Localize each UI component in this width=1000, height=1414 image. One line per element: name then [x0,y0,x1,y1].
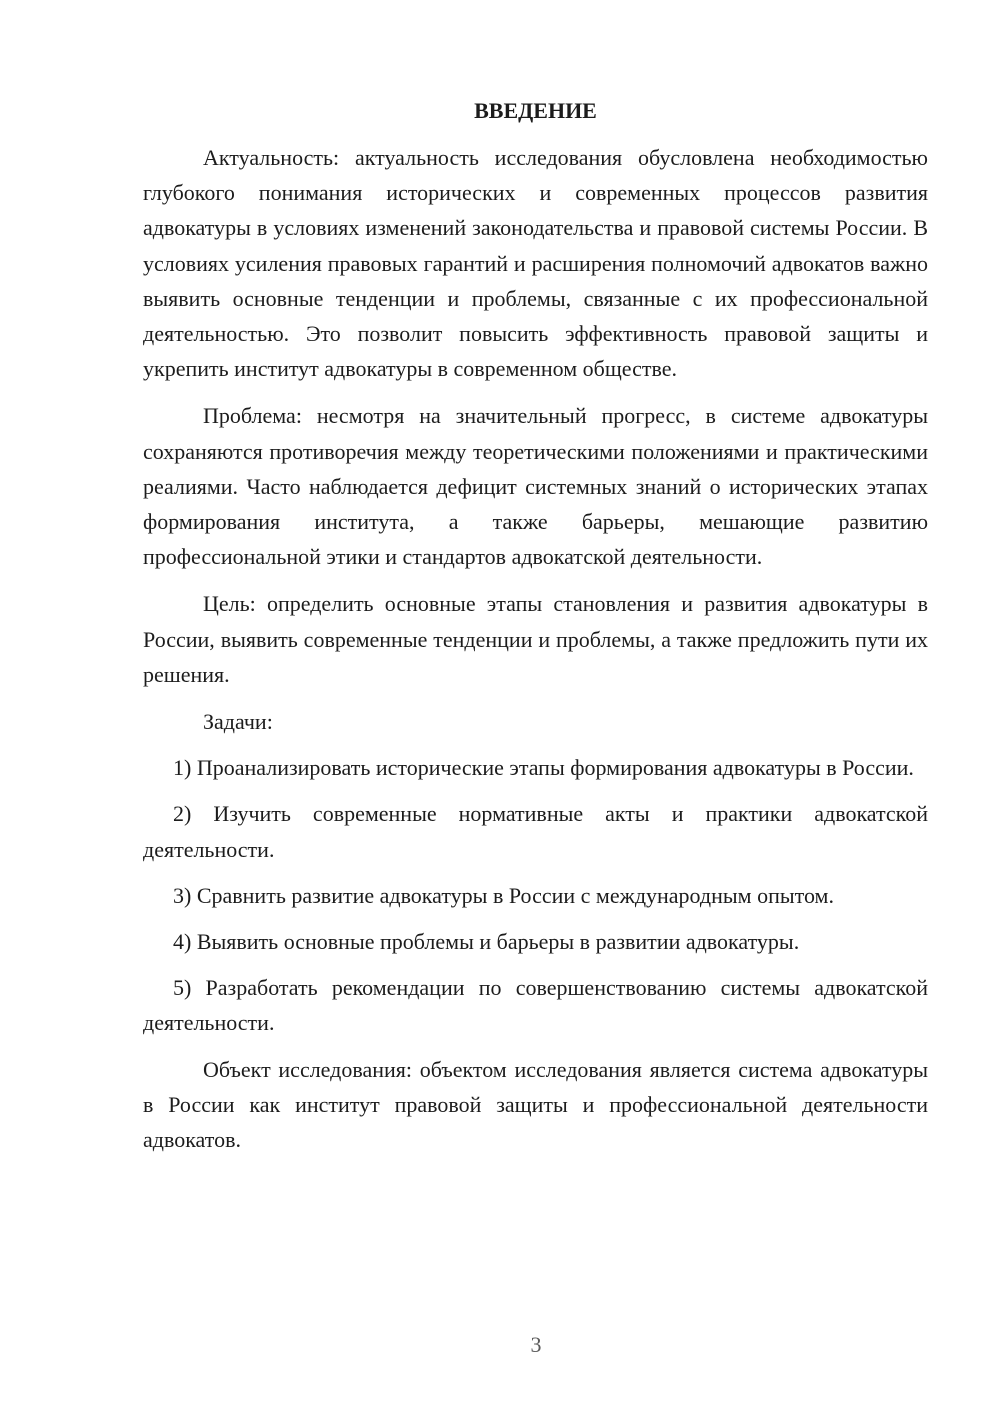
paragraph-goal: Цель: определить основные этапы становления и развития адвокатуры в России, выявить современные тенденции и проблемы, а также предложить пути их решения. [143,591,928,687]
section-title: ВВЕДЕНИЕ [474,98,597,123]
paragraph-object: Объект исследования: объектом исследования является система адвокатуры в России как институт правовой защиты и профессиональной деятельности адвокатов. [143,1056,928,1153]
paragraph-relevance: Актуальность: актуальность исследования обусловлена необходимостью глубокого понимания исторических и современных процессов развития адвокатуры в условиях изменений законодательства и правовой системы России. В условиях усиления правовых гарантий и расширения полномочий адвокатов важно выявить основные тенденции и проблемы, связанные с их профессиональной деятельностью. Это позволит повысить эффективность правовой защиты и укрепить институт адвокатуры в современном обществе. [143,145,928,382]
task-item: 2) Изучить современные нормативные акты и практики адвокатской деятельности. [143,801,928,862]
tasks-heading: Задачи: [203,709,273,735]
task-item: 1) Проанализировать исторические этапы формирования адвокатуры в России. [173,755,914,781]
task-item: 3) Сравнить развитие адвокатуры в России с международным опытом. [173,882,834,908]
document-page [143,96,928,1169]
page-number: 3 [530,1332,542,1357]
task-item: 5) Разработать рекомендации по совершенствованию системы адвокатской деятельности. [143,975,928,1036]
task-item: 4) Выявить основные проблемы и барьеры в развитии адвокатуры. [173,929,800,955]
paragraph-problem: Проблема: несмотря на значительный прогресс, в системе адвокатуры сохраняются противоречия между теоретическими положениями и практическими реалиями. Часто наблюдается дефицит системных знаний о исторических этапах формирования института, а также барьеры, мешающие развитию профессиональной этики и стандартов адвокатской деятельности. [143,403,928,570]
